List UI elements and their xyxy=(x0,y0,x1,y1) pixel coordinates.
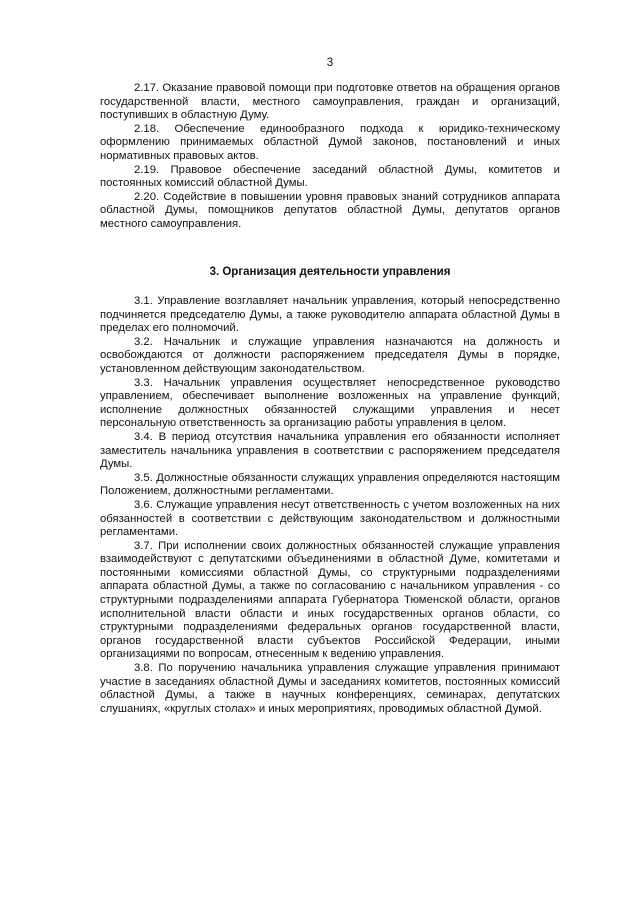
section3-body xyxy=(100,295,560,716)
paragraph-3-1: 3.1. Управление возглавляет начальник управления, который непосредственно подчиняется председателю Думы, а также руководителю аппарата областной Думы в пределах его полномочий. xyxy=(100,295,560,335)
paragraph-2-18: 2.18. Обеспечение единообразного подхода к юридико-техническому оформлению принимаемых областной Думой законов, постановлений и иных нормативных правовых актов. xyxy=(100,122,560,162)
section3-heading: 3. Организация деятельности управления xyxy=(209,266,451,278)
paragraph-3-4: 3.4. В период отсутствия начальника управления его обязанности исполняет заместитель начальника управления в соответствии с распоряжением председателя Думы. xyxy=(100,430,560,471)
paragraph-3-8: 3.8. По поручению начальника управления служащие управления принимают участие в заседаниях областной Думы и заседаниях комитетов, постоянных комиссий областной Думы, а также в научных конференциях, семинарах, депутатских слушаниях, «круглых столах» и иных мероприятиях, проводимых областной Думой. xyxy=(100,662,560,715)
paragraph-2-17: 2.17. Оказание правовой помощи при подготовке ответов на обращения органов государственной власти, местного самоуправления, граждан и организаций, поступивших в областную Думу. xyxy=(100,82,560,122)
paragraph-2-20: 2.20. Содействие в повышении уровня правовых знаний сотрудников аппарата областной Думы, помощников депутатов областной Думы, депутатов органов местного самоуправления. xyxy=(100,190,560,230)
paragraph-3-5: 3.5. Должностные обязанности служащих управления определяются настоящим Положением, должностными регламентами. xyxy=(100,471,560,498)
paragraph-3-2: 3.2. Начальник и служащие управления назначаются на должность и освобождаются от должности распоряжением председателя Думы в порядке, установленном действующим законодательством. xyxy=(100,335,560,375)
section2-continuation xyxy=(100,82,560,232)
paragraph-3-6: 3.6. Служащие управления несут ответственность с учетом возложенных на них обязанностей в соответствии с действующим законодательством и должностными регламентами. xyxy=(100,498,560,539)
paragraph-3-3: 3.3. Начальник управления осуществляет непосредственное руководство управлением, обеспечивает выполнение возложенных на управление функций, исполнение должностных обязанностей служащими управления и несет персональную ответственность за организацию работы управления в целом. xyxy=(100,376,560,430)
page-number: 3 xyxy=(326,57,334,69)
paragraph-3-7: 3.7. При исполнении своих должностных обязанностей служащие управления взаимодействуют с депутатскими объединениями в областной Думе, комитетами и постоянными комиссиями областной Думы, со структурными подразделениями аппарата областной Думы, а также по согласованию с начальником управления - со структурными подразделениями аппарата Губернатора Тюменской области, органов исполнительной власти области и иных государственных органов области, со структурными подразделениями федеральных органов государственной власти, органов государственной власти субъектов Российской Федерации, иными организациями по вопросам, отнесенным к ведению управления. xyxy=(100,539,560,661)
paragraph-2-19: 2.19. Правовое обеспечение заседаний областной Думы, комитетов и постоянных комиссий областной Думы. xyxy=(100,163,560,190)
